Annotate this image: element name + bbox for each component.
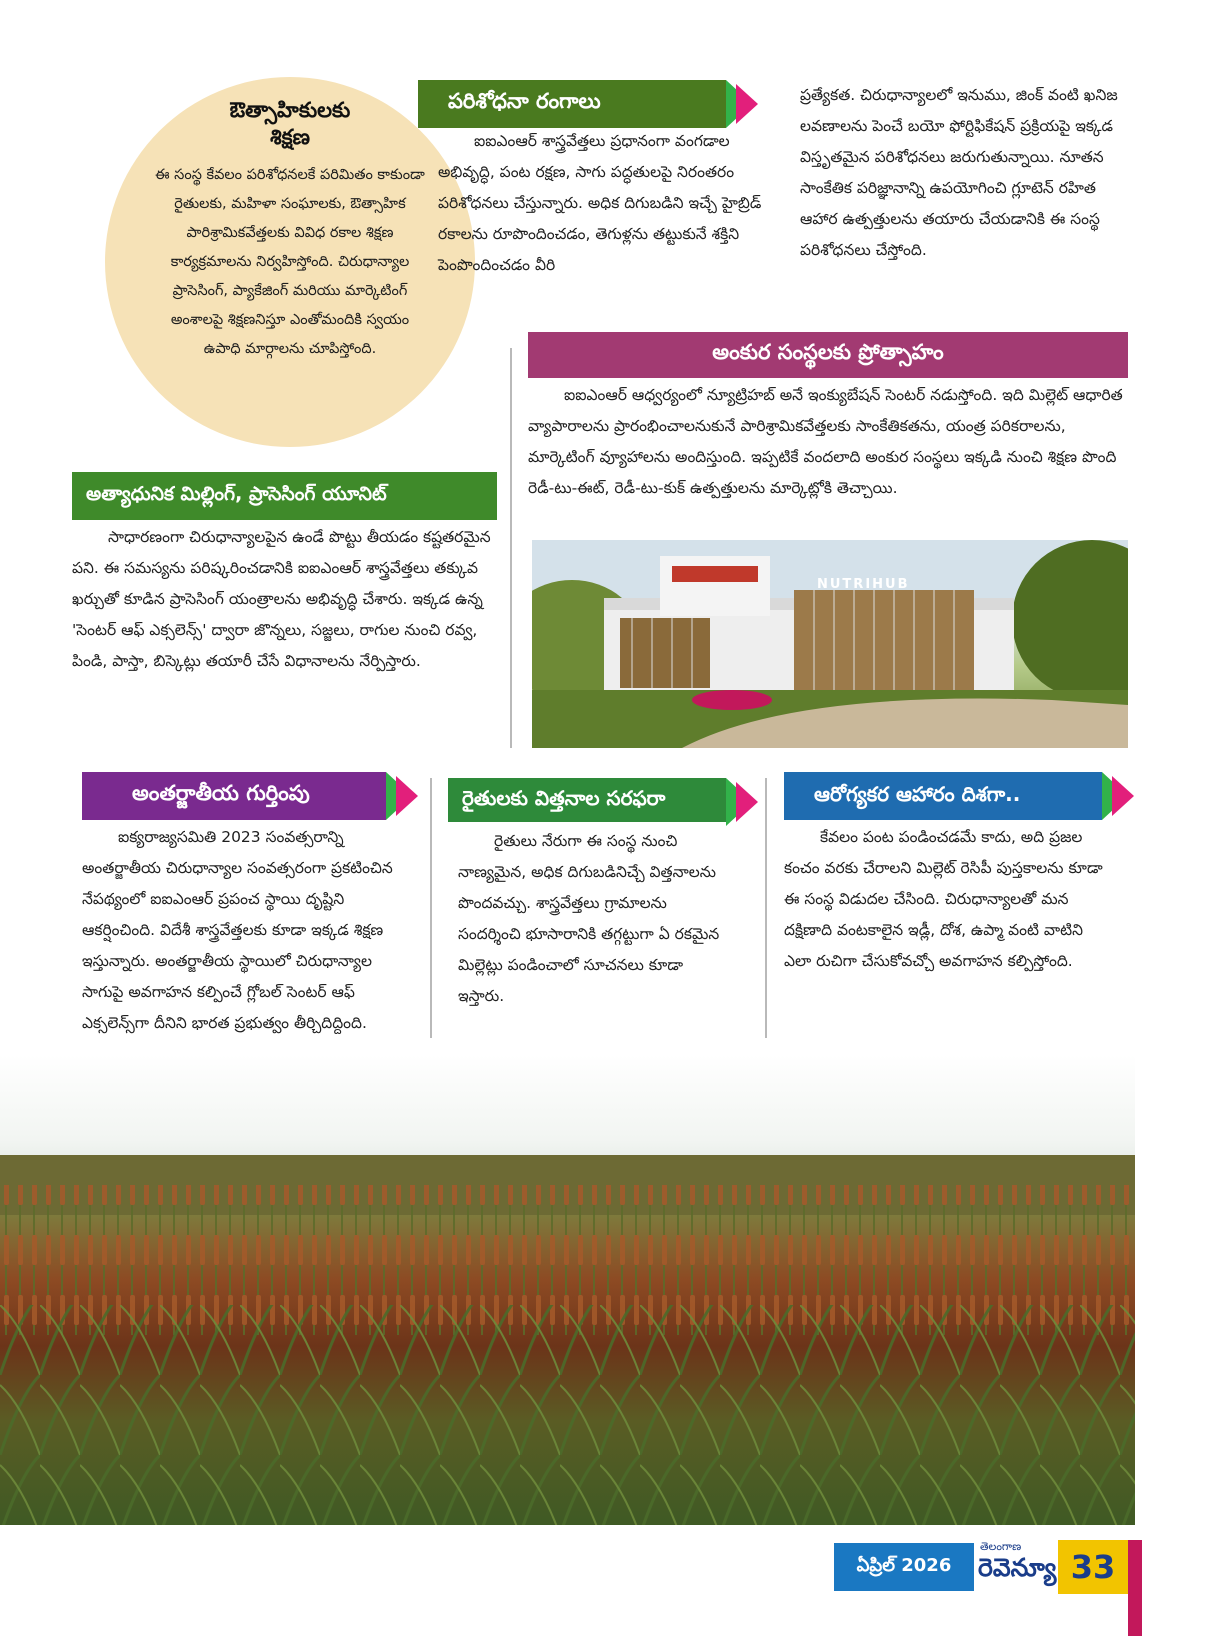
seeds-body-col: రైతులు నేరుగా ఈ సంస్థ నుంచి నాణ్యమైన, అధిక దిగుబడినిచ్చే విత్తనాలను పొందవచ్చు. శాస్త్రవేత్తలు గ్రామాలను సందర్శించి భూసారానికి తగ్గట్టుగా ఏ రకమైన మిల్లెట్లు పండించాలో సూచనలు కూడా ఇస్తారు.	[458, 832, 720, 1005]
international-heading: అంతర్జాతీయ గుర్తింపు	[82, 772, 420, 820]
divider-vertical	[510, 348, 512, 748]
research-continued-col: ప్రత్యేకత. చిరుధాన్యాలలో ఇనుము, జింక్ వంటి ఖనిజ లవణాలను పెంచే బయో ఫోర్టిఫికేషన్ ప్రక్రియపై ఇక్కడ విస్తృతమైన పరిశోధనలు జరుగుతున్నాయి. నూతన సాంకేతిక పరిజ్ఞానాన్ని ఉపయోగించి గ్లూటెన్ రహిత ఆహార ఉత్పత్తులను తయారు చేయడానికి ఈ సంస్థ పరిశోధనలు చేస్తోంది.	[800, 86, 1118, 259]
issue-date: ఏప్రిల్ 2026	[834, 1543, 974, 1591]
international-body-col: ఐక్యరాజ్యసమితి 2023 సంవత్సరాన్ని అంతర్జాతీయ చిరుధాన్యాల సంవత్సరంగా ప్రకటించిన నేపథ్యంలో ఐఐఎంఆర్ ప్రపంచ స్థాయి దృష్టిని ఆకర్షించింది. విదేశీ శాస్త్రవేత్తలకు కూడా ఇక్కడ శిక్షణ ఇస్తున్నారు. అంతర్జాతీయ స్థాయిలో చిరుధాన్యాల సాగుపై అవగాహన కల్పించే గ్లోబల్ సెంటర్ ఆఫ్ ఎక్సలెన్స్‌గా దీనిని భారత ప్రభుత్వం తీర్చిదిద్దింది.	[82, 828, 393, 1032]
brand-subtitle: తెలంగాణ	[980, 1540, 1022, 1553]
startups-heading: అంకుర సంస్థలకు ప్రోత్సాహం	[528, 332, 1128, 378]
healthy-heading: ఆరోగ్యకర ఆహారం దిశగా..	[784, 772, 1136, 820]
edge-strip	[1128, 1540, 1142, 1636]
building-illustration	[532, 540, 1128, 748]
header-accent-icon	[726, 80, 760, 128]
milling-heading: అత్యాధునిక మిల్లింగ్, ప్రాసెసింగ్ యూనిట్	[72, 472, 497, 520]
page-number: 33	[1058, 1540, 1128, 1594]
brand-logo: రెవెన్యూ	[978, 1553, 1057, 1582]
millet-field-photo	[0, 1055, 1135, 1525]
training-title: ఔత్సాహికులకు శిక్షణ	[229, 98, 351, 149]
seeds-heading: రైతులకు విత్తనాల సరఫరా	[448, 778, 760, 822]
training-body: ఈ సంస్థ కేవలం పరిశోధనలకే పరిమితం కాకుండా రైతులకు, మహిళా సంఘాలకు, ఔత్సాహిక పారిశ్రామికవేత్తలకు వివిధ రకాల శిక్షణ కార్యక్రమాలను నిర్వహిస్తోంది. చిరుధాన్యాల ప్రాసెసింగ్, ప్యాకేజింగ్ మరియు మార్కెటింగ్ అంశాలపై శిక్షణనిస్తూ ఎంతోమందికి స్వయం ఉపాధి మార్గాలను చూపిస్తోంది.	[155, 167, 425, 357]
nutrihub-sign: NUTRIHUB	[817, 577, 910, 592]
startups-body-col: ఐఐఎంఆర్ ఆధ్వర్యంలో న్యూట్రిహబ్ అనే ఇంక్యుబేషన్ సెంటర్ నడుస్తోంది. ఇది మిల్లెట్ ఆధారిత వ్యాపారాలను ప్రారంభించాలనుకునే పారిశ్రామికవేత్తలకు సాంకేతికతను, యంత్ర పరికరాలను, మార్కెటింగ్ వ్యూహాలను అందిస్తుంది. ఇప్పటికే వందలాది అంకుర సంస్థలు ఇక్కడి నుంచి శిక్షణ పొంది రెడీ-టు-ఈట్, రెడీ-టు-కుక్ ఉత్పత్తులను మార్కెట్లోకి తెచ్చాయి.	[528, 386, 1123, 497]
milling-body-col: సాధారణంగా చిరుధాన్యాలపైన ఉండే పొట్టు తీయడం కష్టతరమైన పని. ఈ సమస్యను పరిష్కరించడానికి ఐఐఎంఆర్ శాస్త్రవేత్తలు తక్కువ ఖర్చుతో కూడిన ప్రాసెసింగ్ యంత్రాలను అభివృద్ధి చేశారు. ఇక్కడ ఉన్న 'సెంటర్ ఆఫ్ ఎక్సలెన్స్' ద్వారా జొన్నలు, సజ్జలు, రాగుల నుంచి రవ్వ, పిండి, పాస్తా, బిస్కెట్లు తయారీ చేసే విధానాలను నేర్పిస్తారు.	[72, 528, 491, 670]
header-accent-icon	[386, 772, 420, 820]
header-accent-icon	[1102, 772, 1136, 820]
training-circle-box	[105, 77, 475, 447]
nutrihub-building-photo	[532, 540, 1128, 748]
healthy-body-col: కేవలం పంట పండించడమే కాదు, అది ప్రజల కంచం వరకు చేరాలని మిల్లెట్ రెసిపీ పుస్తకాలను కూడా ఈ సంస్థ విడుదల చేసింది. చిరుధాన్యాలతో మన దక్షిణాది వంటకాలైన ఇడ్లీ, దోశ, ఉప్మా వంటి వాటిని ఎలా రుచిగా చేసుకోవచ్చో అవగాహన కల్పిస్తోంది.	[784, 828, 1103, 970]
header-accent-icon	[726, 778, 760, 822]
field-illustration	[0, 1055, 1135, 1525]
divider-vertical	[430, 778, 432, 1038]
research-heading: పరిశోధనా రంగాలు	[418, 80, 760, 128]
divider-vertical	[765, 778, 767, 1038]
research-body-col: ఐఐఎంఆర్ శాస్త్రవేత్తలు ప్రధానంగా వంగడాల అభివృద్ధి, పంట రక్షణ, సాగు పద్ధతులపై నిరంతరం పరిశోధనలు చేస్తున్నారు. అధిక దిగుబడిని ఇచ్చే హైబ్రిడ్ రకాలను రూపొందించడం, తెగుళ్లను తట్టుకునే శక్తిని పెంపొందించడం వీరి	[438, 132, 762, 274]
